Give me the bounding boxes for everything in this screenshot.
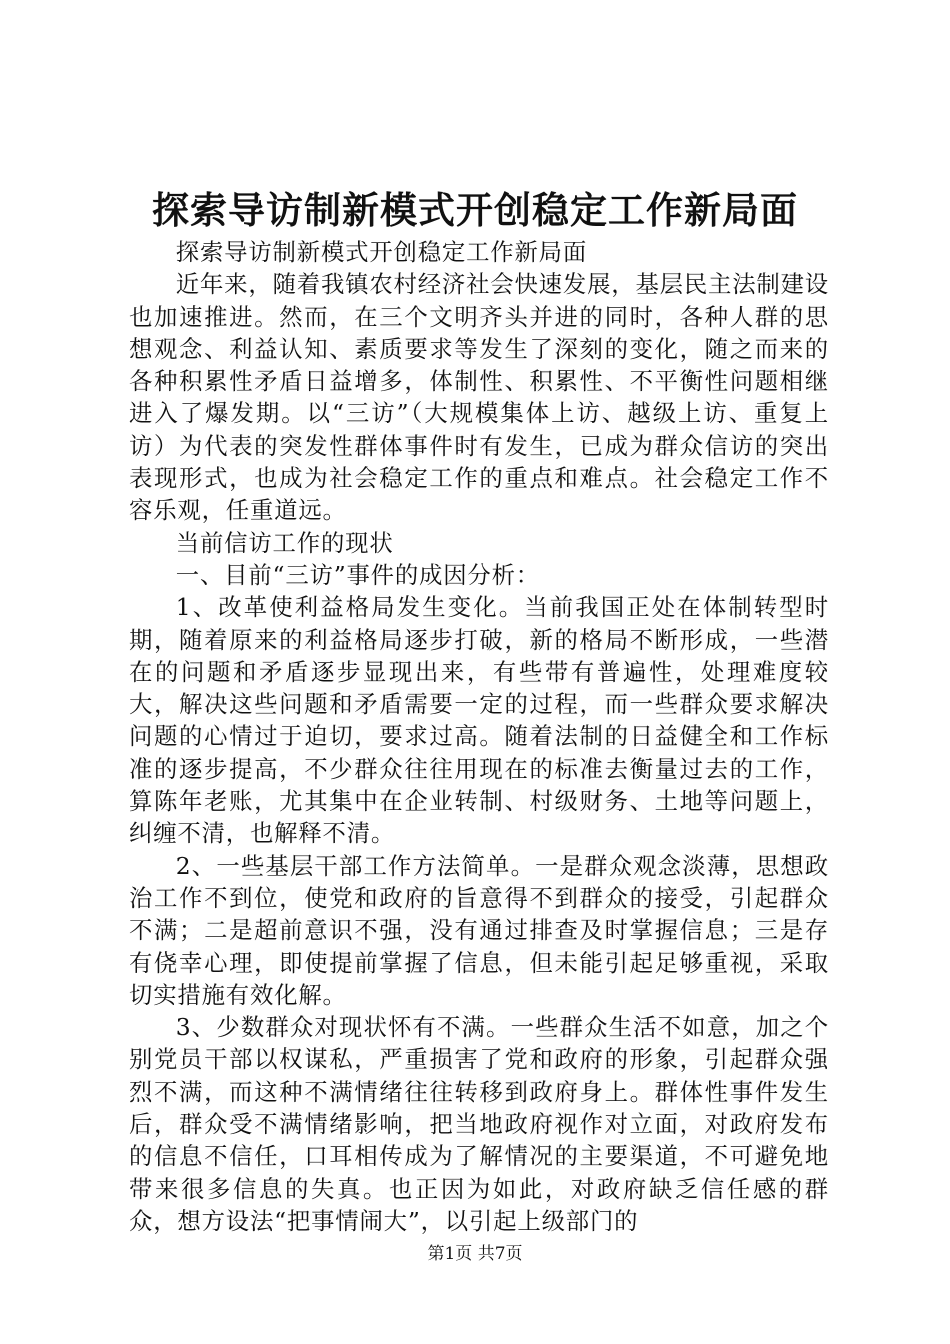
paragraph-subtitle: 探索导访制新模式开创稳定工作新局面 [175, 238, 588, 266]
document-title: 探索导访制新模式开创稳定工作新局面 [152, 188, 798, 232]
paragraph-heading-causes: 一、目前“三访”事件的成因分析： [175, 560, 540, 589]
paragraph-cause-3: 3、少数群众对现状怀有不满。一些群众生活不如意，加之个别党员干部以权谋私，严重损害了党和政府的形象，引起群众强烈不满，而这种不满情绪往往转移到政府身上。群体性事件发生后，群众受不满情绪影响，把当地政府视作对立面，对政府发布的信息不信任，口耳相传成为了解情况的主要渠道，不可避免地带来很多信息的失真。也正因为如此，对政府缺乏信任感的群众，想方设法“把事情闹大”，以引起上级部门的 [129, 1013, 829, 1235]
page-footer: 第1页 共7页 [427, 1244, 523, 1264]
paragraph-cause-2: 2、一些基层干部工作方法简单。一是群众观念淡薄，思想政治工作不到位，使党和政府的旨意得不到群众的接受，引起群众不满；二是超前意识不强，没有通过排查及时掌握信息；三是存有侥幸心理，即使提前掌握了信息，但未能引起足够重视，采取切实措施有效化解。 [129, 851, 829, 1009]
document-body [129, 236, 829, 1237]
paragraph-heading-status: 当前信访工作的现状 [175, 528, 394, 557]
paragraph-intro: 近年来，随着我镇农村经济社会快速发展，基层民主法制建设也加速推进。然而，在三个文明齐头并进的同时，各种人群的思想观念、利益认知、素质要求等发生了深刻的变化，随之而来的各种积累性矛盾日益增多，体制性、积累性、不平衡性问题相继进入了爆发期。以“三访”（大规模集体上访、越级上访、重复上访）为代表的突发性群体事件时有发生，已成为群众信访的突出表现形式，也成为社会稳定工作的重点和难点。社会稳定工作不容乐观，任重道远。 [129, 270, 829, 525]
paragraph-cause-1: 1、改革使利益格局发生变化。当前我国正处在体制转型时期，随着原来的利益格局逐步打破，新的格局不断形成，一些潜在的问题和矛盾逐步显现出来，有些带有普遍性，处理难度较大，解决这些问题和矛盾需要一定的过程，而一些群众要求解决问题的心情过于迫切，要求过高。随着法制的日益健全和工作标准的逐步提高，不少群众往往用现在的标准去衡量过去的工作，算陈年老账，尤其集中在企业转制、村级财务、土地等问题上，纠缠不清，也解释不清。 [129, 593, 829, 848]
